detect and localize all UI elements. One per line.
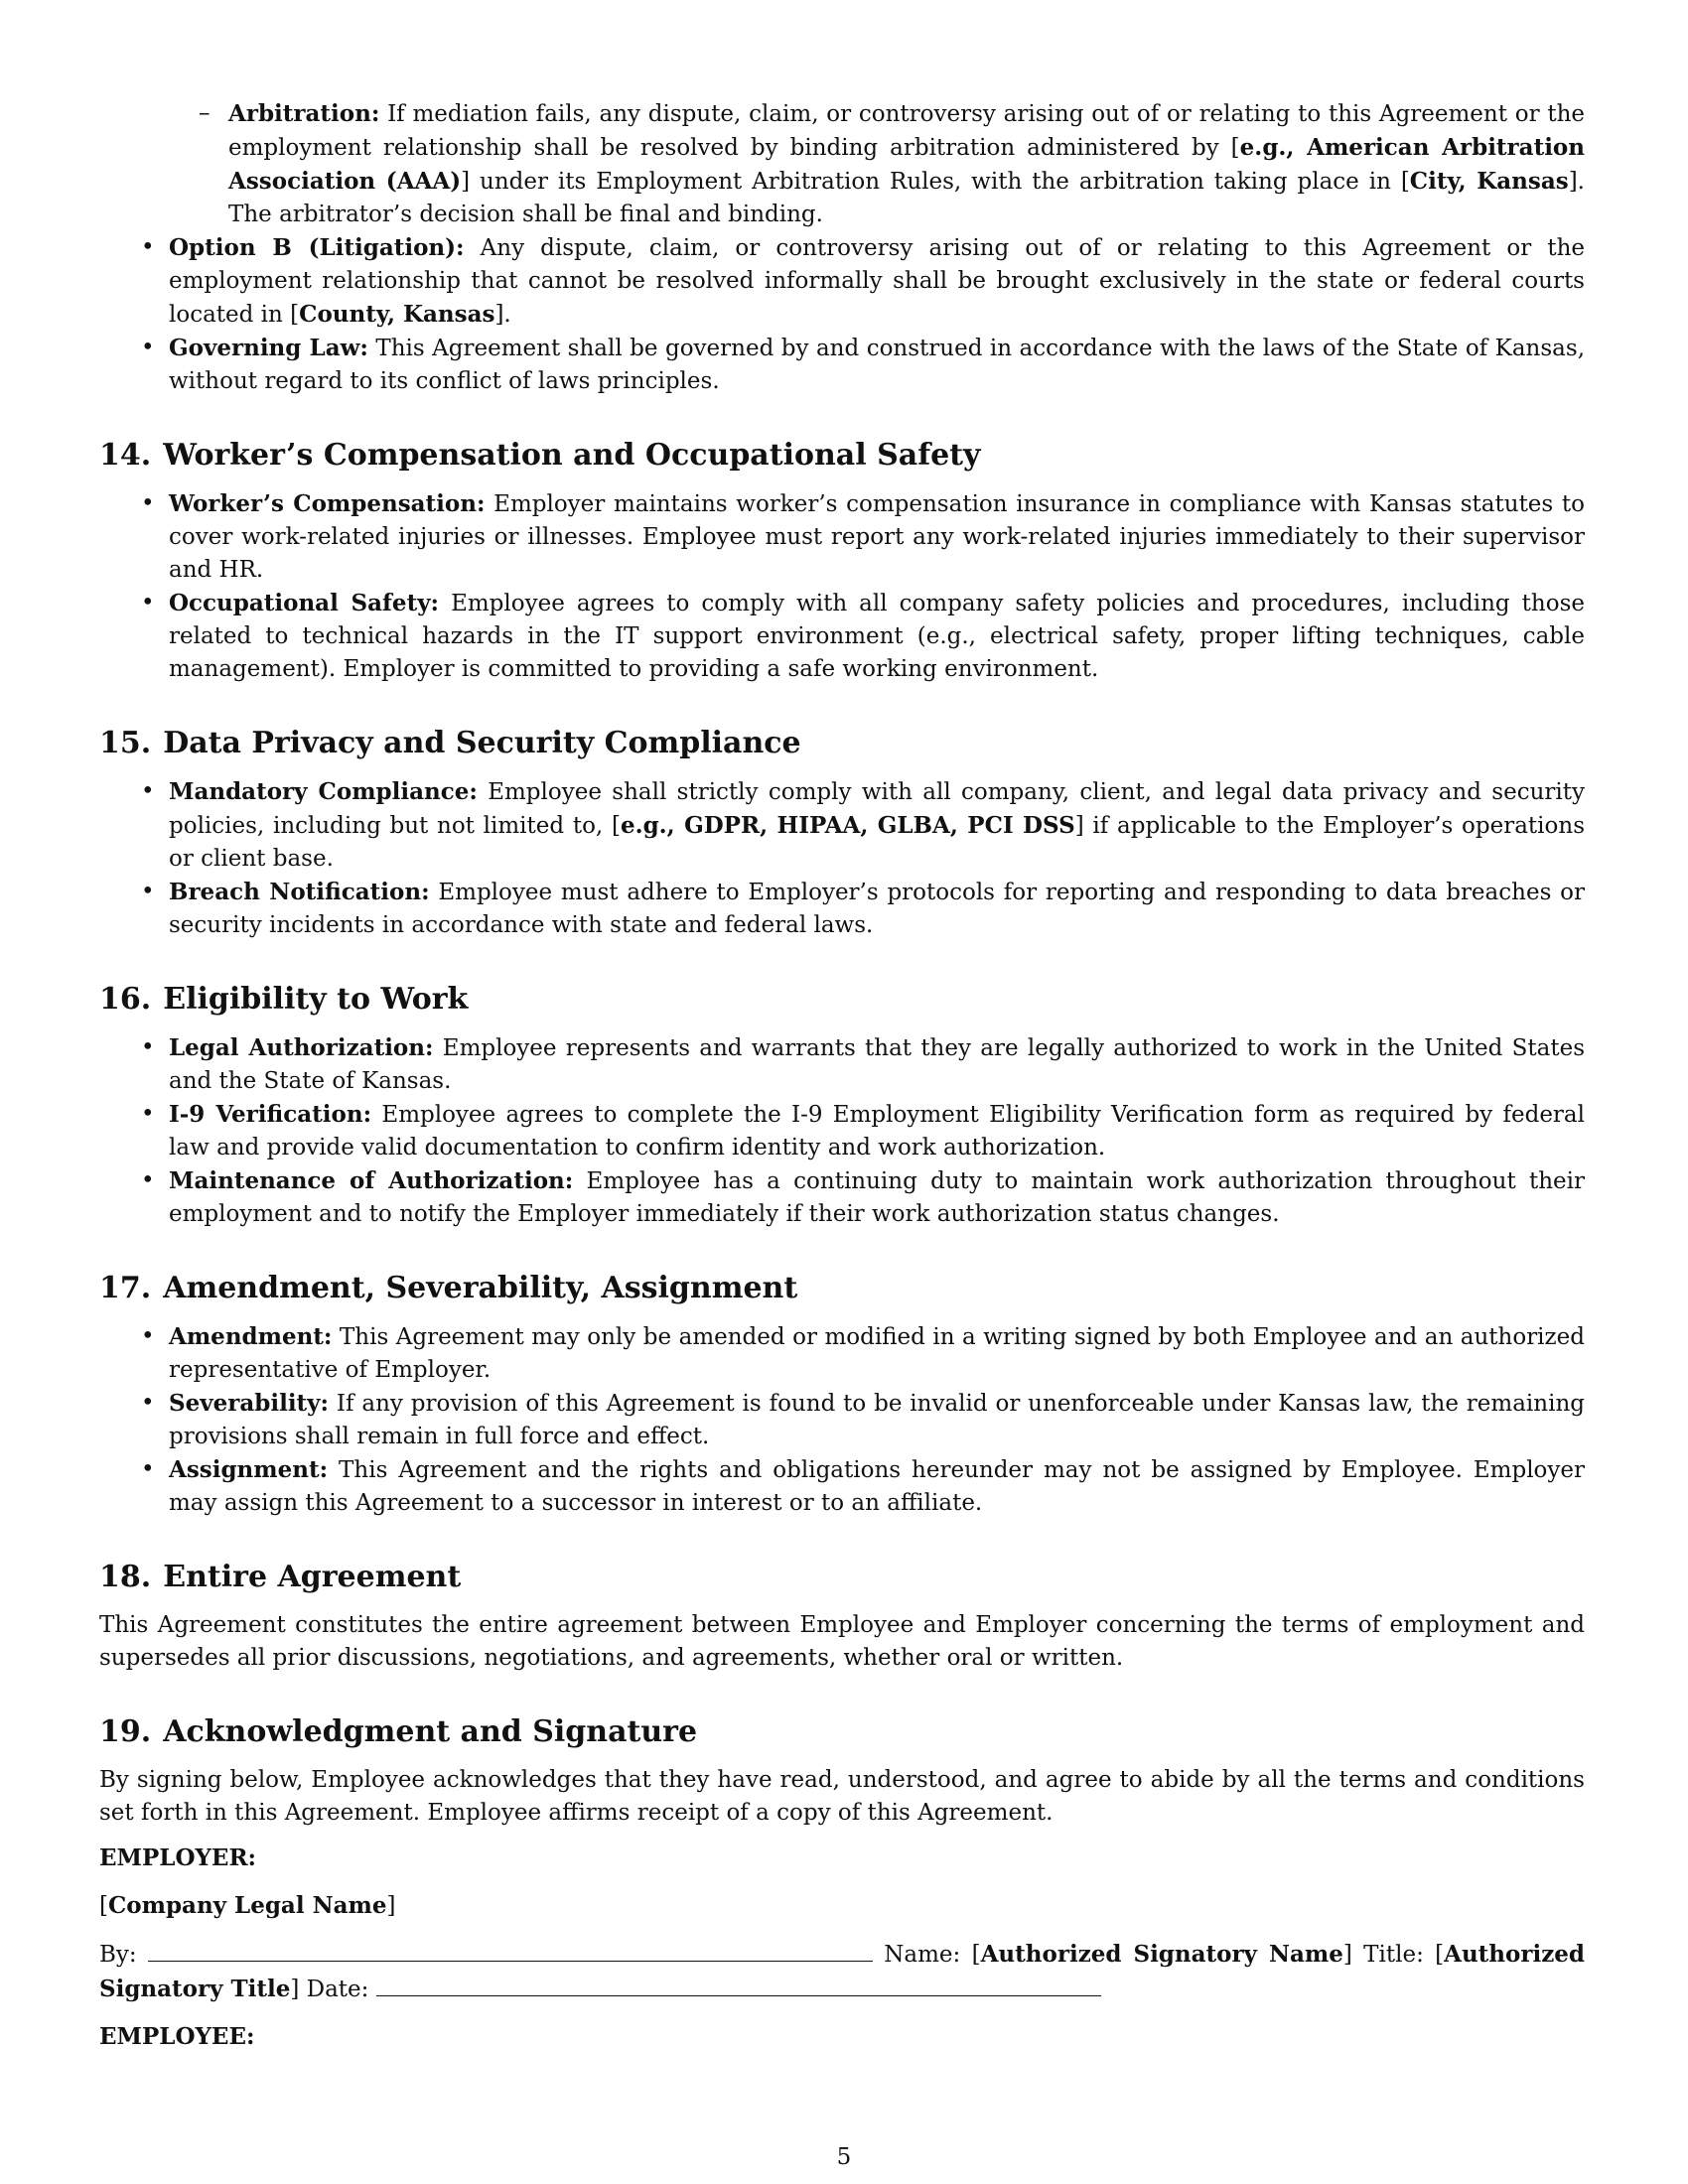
sections-container: [99, 436, 1585, 1830]
section-number: 18.: [99, 1560, 152, 1594]
item-text: Employee represents and warrants that they are legally authorized to work in the United States and the State of Kansas.: [169, 1035, 1586, 1094]
item-text: This Agreement shall be governed by and construed in accordance with the laws of the State of Kansas, without regard to its conflict of laws principles.: [169, 336, 1586, 394]
section-paragraph: By signing below, Employee acknowledges that they have read, understood, and agree to abide by all the terms and conditions set forth in this Agreement. Employee affirms receipt of a copy of this Agreement.: [99, 1767, 1585, 1826]
section-heading: [99, 1558, 1585, 1597]
signature-block: [99, 1842, 1585, 2054]
section-number: 19.: [99, 1714, 152, 1749]
item-text: Employee must adhere to Employer’s protocols for reporting and responding to data breaches or security incidents in accordance with state and federal laws.: [169, 880, 1585, 938]
section-number: 14.: [99, 438, 152, 473]
list-item-governing-law: [99, 332, 1585, 398]
item-text: Employee shall strictly comply with all company, client, and legal data privacy and security policies, including but not limited to, [: [169, 779, 1585, 839]
section-heading: [99, 436, 1585, 476]
item-text: Any dispute, claim, or controversy arising out of or relating to this Agreement or the employment relationship that cannot be resolved informally shall be brought exclusively in the state or federal courts located in [: [169, 235, 1585, 328]
item-label: Occupational Safety:: [169, 590, 440, 616]
section-heading: [99, 980, 1585, 1020]
document-page: [99, 97, 1585, 2054]
placeholder-text: City, Kansas: [1409, 168, 1569, 195]
list-item-arbitration: [99, 97, 1585, 231]
section-heading: [99, 1712, 1585, 1752]
list-item-i-9-verification: [99, 1098, 1585, 1164]
item-text: This Agreement may only be amended or modified in a writing signed by both Employee and an authorized representative of Employer.: [169, 1324, 1585, 1383]
list-item-assignment: [99, 1453, 1585, 1520]
item-text: ] under its Employment Arbitration Rules, with the arbitration taking place in [: [461, 169, 1410, 195]
page-number: 5: [836, 2144, 852, 2170]
section-title: Data Privacy and Security Compliance: [163, 726, 801, 760]
list-item-worker-s-compensation: [99, 487, 1585, 587]
section-number: 15.: [99, 726, 152, 760]
date-label: Date:: [306, 1977, 369, 2002]
item-text: ] if applicable to the Employer’s operations or client base.: [169, 813, 1585, 872]
list-item-legal-authorization: [99, 1031, 1585, 1098]
list-item-mandatory-compliance: [99, 775, 1585, 876]
section-list: [99, 1031, 1585, 1231]
section-number: 16.: [99, 982, 152, 1017]
item-label: Worker’s Compensation:: [169, 490, 486, 517]
section-19-acknowledgment-and-signature: [99, 1712, 1585, 1830]
dispute-resolution-list: [99, 231, 1585, 398]
item-label: I-9 Verification:: [169, 1101, 372, 1128]
title-label: Title:: [1363, 1942, 1424, 1968]
list-item-occupational-safety: [99, 587, 1585, 686]
placeholder-text: e.g., American Arbitration Association (AAA): [228, 134, 1585, 195]
item-text: If mediation fails, any dispute, claim, or controversy arising out of or relating to this Agreement or the employment relationship shall be resolved by binding arbitration administered by [: [228, 101, 1585, 161]
list-item-option-b-litigation: [99, 231, 1585, 332]
list-item-breach-notification: [99, 876, 1585, 942]
item-text: ].: [494, 302, 511, 328]
item-label: Amendment:: [169, 1323, 333, 1350]
section-title: Acknowledgment and Signature: [163, 1714, 698, 1749]
section-list: [99, 775, 1585, 942]
section-18-entire-agreement: [99, 1558, 1585, 1675]
section-title: Eligibility to Work: [163, 982, 469, 1017]
company-name: Company Legal Name: [107, 1892, 387, 1919]
employee-heading: EMPLOYEE:: [99, 2023, 255, 2050]
section-title: Amendment, Severability, Assignment: [163, 1271, 798, 1305]
item-label: Maintenance of Authorization:: [169, 1167, 574, 1194]
item-label: Mandatory Compliance:: [169, 778, 478, 805]
placeholder-text: County, Kansas: [299, 301, 495, 328]
item-text: Employee agrees to complete the I-9 Employment Eligibility Verification form as required by federal law and provide valid documentation to confirm identity and work authorization.: [169, 1102, 1585, 1160]
section-title: Entire Agreement: [163, 1560, 462, 1594]
item-text: If any provision of this Agreement is found to be invalid or unenforceable under Kansas law, the remaining provisions shall remain in full force and effect.: [169, 1391, 1585, 1449]
item-label: Assignment:: [169, 1456, 329, 1483]
item-text: Employee agrees to comply with all company safety policies and procedures, including those related to technical hazards in the IT support environment (e.g., electrical safety, proper lifting techniques, cable management). Employer is committed to providing a safe working environment.: [169, 591, 1585, 682]
placeholder-text: e.g., GDPR, HIPAA, GLBA, PCI DSS: [620, 812, 1075, 839]
section-14-worker-s-compensation-and-occupational-safety: [99, 436, 1585, 686]
date-line[interactable]: [376, 1972, 1101, 1996]
signature-line[interactable]: [148, 1937, 873, 1962]
item-text: Employee has a continuing duty to maintain work authorization throughout their employment and to notify the Employer immediately if their work authorization status changes.: [169, 1168, 1585, 1227]
section-number: 17.: [99, 1271, 152, 1305]
item-label: Breach Notification:: [169, 879, 430, 905]
section-16-eligibility-to-work: [99, 980, 1585, 1231]
item-label: Governing Law:: [169, 335, 368, 361]
item-text: Employer maintains worker’s compensation insurance in compliance with Kansas statutes to cover work-related injuries or illnesses. Employee must report any work-related injuries immediately to their supervisor and HR.: [169, 491, 1585, 583]
section-list: [99, 1320, 1585, 1520]
section-heading: [99, 724, 1585, 763]
arbitration-sub-list: [99, 97, 1585, 231]
section-15-data-privacy-and-security-compliance: [99, 724, 1585, 942]
section-list: [99, 487, 1585, 686]
section-title: Worker’s Compensation and Occupational Safety: [163, 438, 981, 473]
item-label: Legal Authorization:: [169, 1034, 434, 1061]
signatory-name: Authorized Signatory Name: [980, 1941, 1343, 1968]
section-17-amendment-severability-assignment: [99, 1269, 1585, 1520]
list-item-severability: [99, 1387, 1585, 1453]
item-label: Arbitration:: [228, 100, 380, 127]
by-label: By:: [99, 1942, 137, 1968]
signatory-title: Authorized Signatory Title: [99, 1941, 1585, 2002]
item-label: Option B (Litigation):: [169, 234, 465, 261]
item-text: ]. The arbitrator’s decision shall be final and binding.: [228, 169, 1585, 227]
list-item-maintenance-of-authorization: [99, 1164, 1585, 1231]
company-name-line: [Company Legal Name]: [99, 1892, 396, 1919]
item-text: This Agreement and the rights and obligations hereunder may not be assigned by Employee. Employer may assign this Agreement to a successor in interest or to an affiliate.: [169, 1457, 1585, 1516]
list-item-amendment: [99, 1320, 1585, 1387]
section-paragraph: This Agreement constitutes the entire agreement between Employee and Employer concerning the terms of employment and supersedes all prior discussions, negotiations, and agreements, whether oral or written.: [99, 1612, 1585, 1671]
item-label: Severability:: [169, 1390, 330, 1417]
section-heading: [99, 1269, 1585, 1308]
name-label: Name:: [884, 1942, 961, 1968]
employer-heading: EMPLOYER:: [99, 1844, 257, 1871]
signatory-line: By: Name: [Authorized Signatory Name] Title: [Authorized Signatory Title] Date:: [99, 1937, 1585, 2006]
